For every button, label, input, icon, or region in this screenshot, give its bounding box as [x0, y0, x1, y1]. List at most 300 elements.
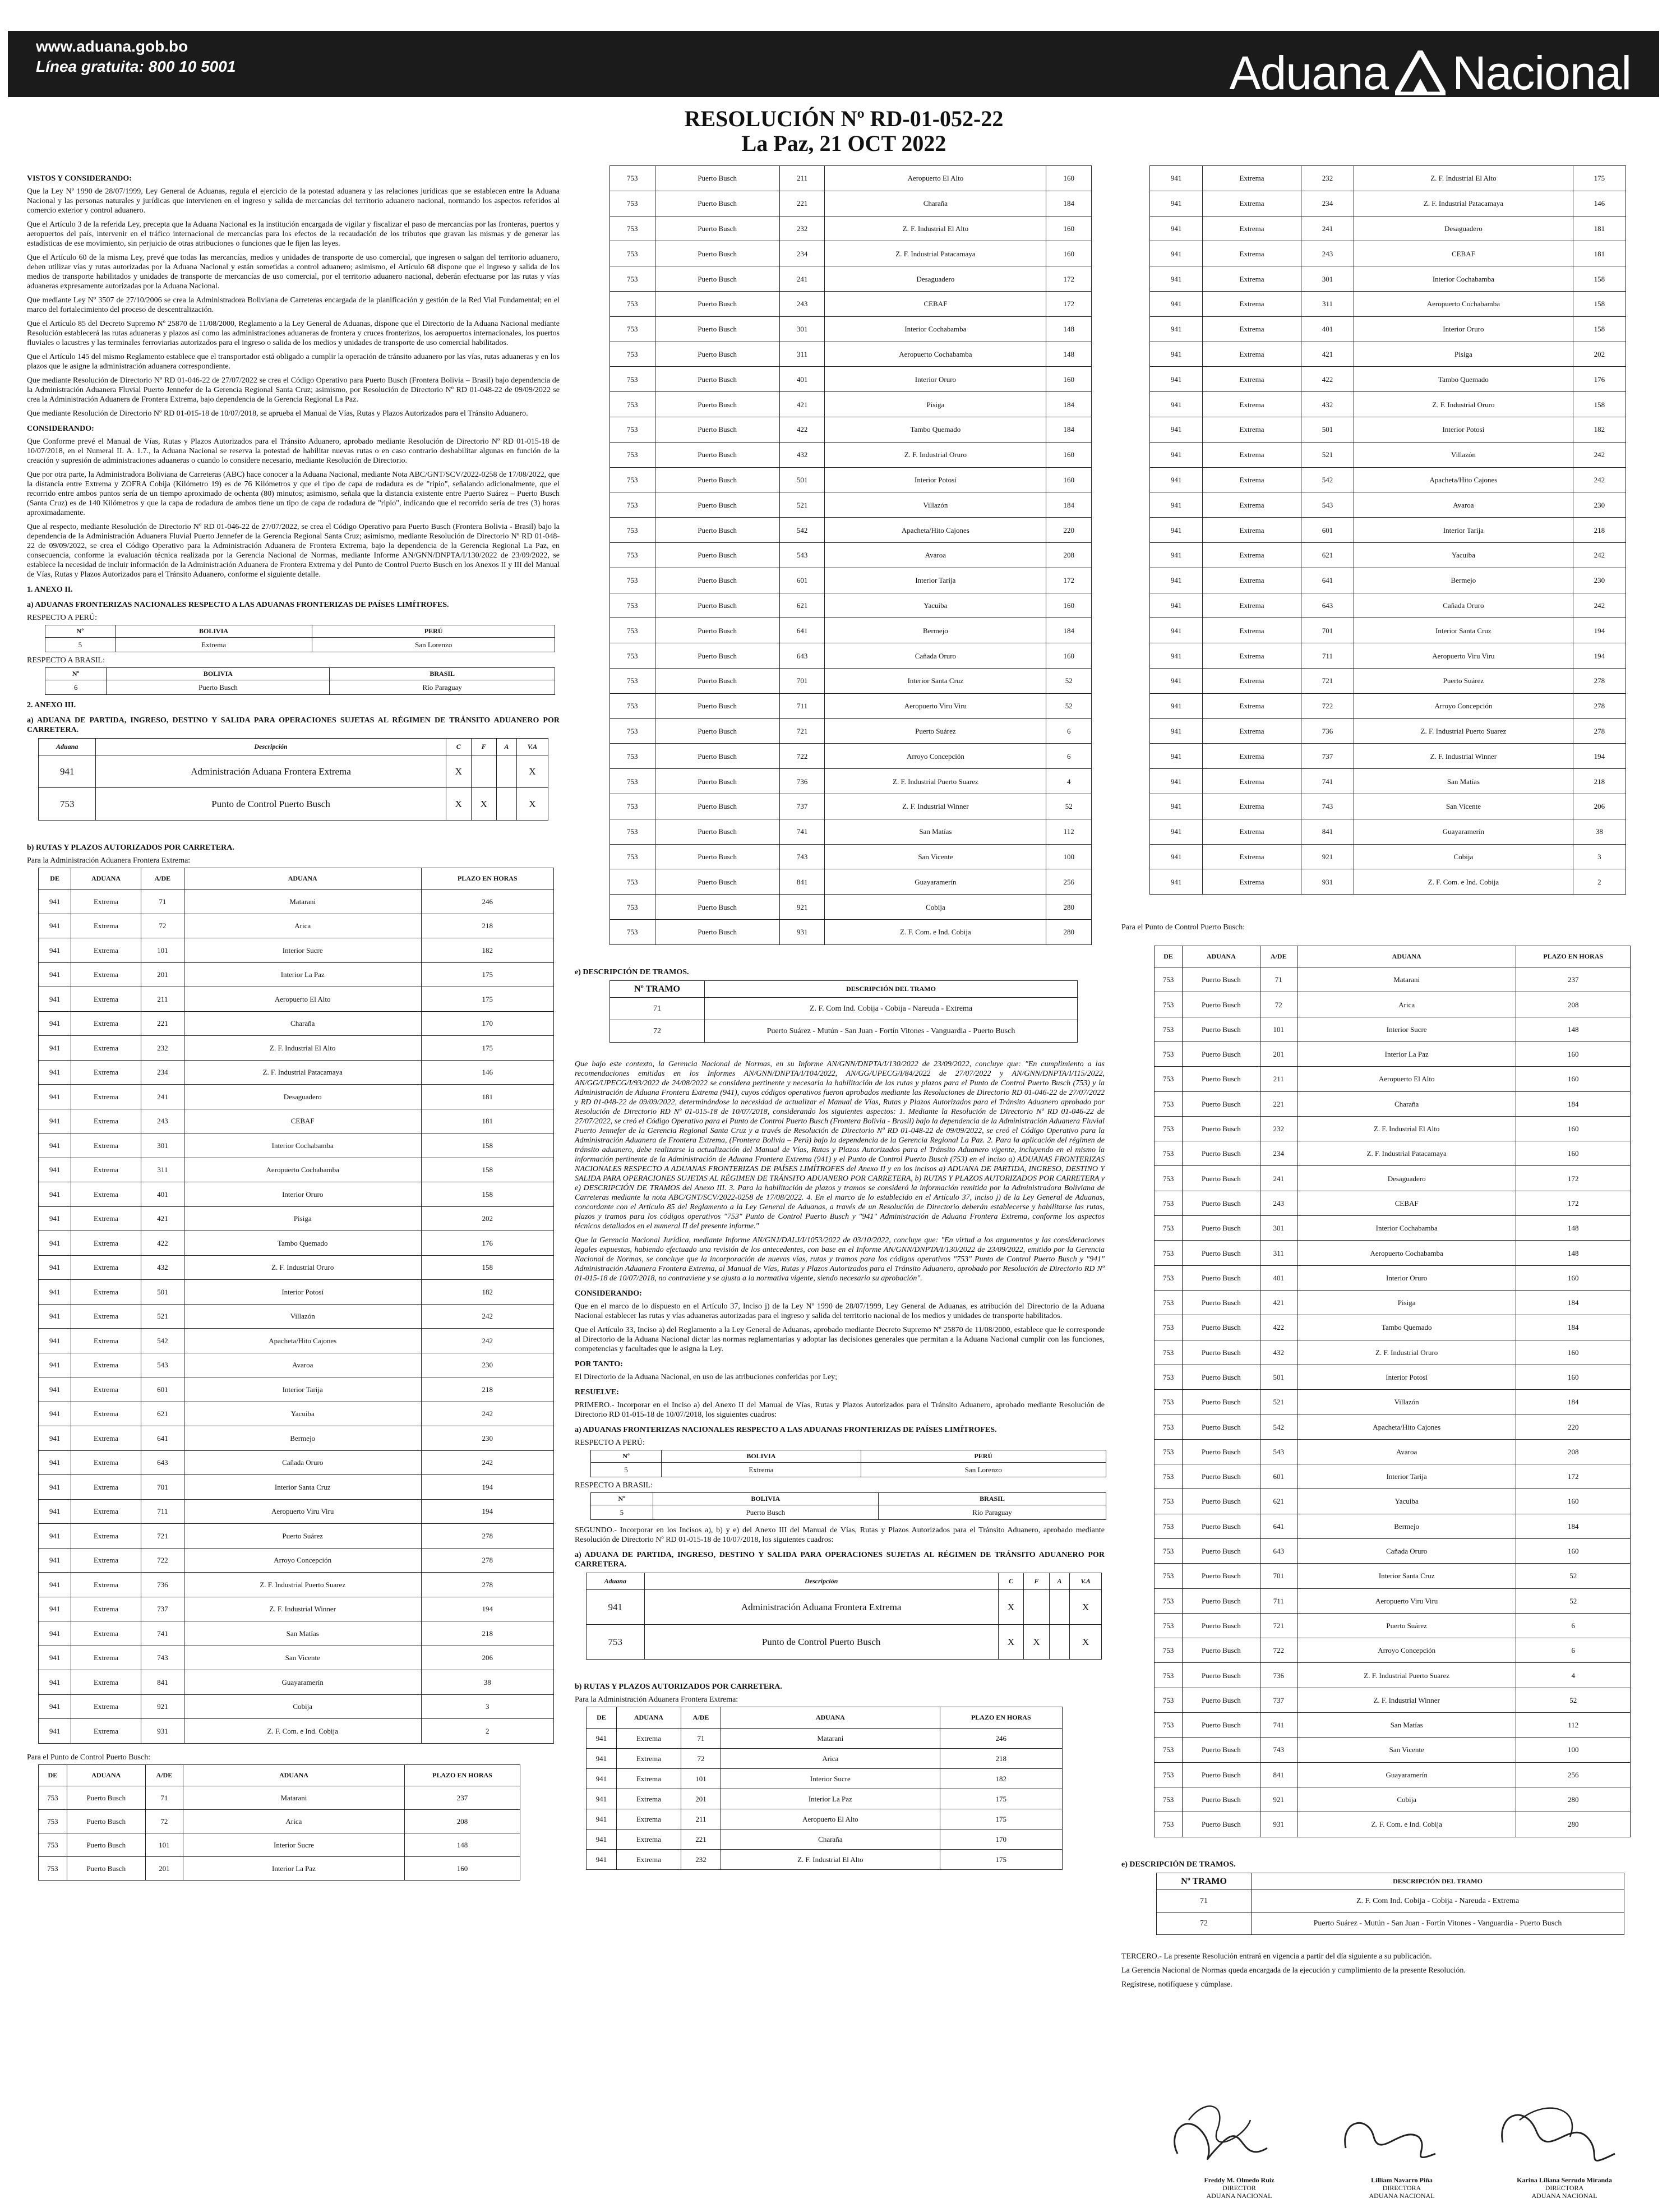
td: Extrema	[1203, 618, 1301, 643]
header-contact	[36, 36, 235, 77]
table-row	[1155, 1340, 1631, 1365]
td: 301	[1260, 1216, 1297, 1241]
table-brasil-2	[590, 1492, 1106, 1520]
paragraph-registrese: Regístrese, notifíquese y cúmplase.	[1121, 1980, 1232, 1989]
td: 112	[1046, 819, 1092, 844]
table-row	[610, 442, 1092, 467]
td: 941	[1150, 542, 1203, 568]
td: 711	[779, 693, 825, 718]
td: Extrema	[1203, 342, 1301, 367]
label-puerto-busch-2: Para el Punto de Control Puerto Busch:	[1121, 923, 1245, 932]
td: 242	[1573, 467, 1626, 492]
table-row	[39, 914, 554, 938]
table-row	[610, 342, 1092, 367]
td: Avaroa	[1354, 492, 1573, 518]
table-row	[587, 1748, 1063, 1768]
td: 941	[1150, 568, 1203, 593]
td: 542	[779, 518, 825, 543]
td: 941	[39, 890, 71, 914]
td: 206	[421, 1646, 553, 1670]
td: Interior Oruro	[184, 1182, 421, 1207]
td: 158	[421, 1133, 553, 1158]
table-row	[1155, 1017, 1631, 1042]
td: Puerto Busch	[655, 568, 779, 593]
td: 753	[610, 241, 655, 266]
td: 941	[39, 755, 96, 788]
td: San Vicente	[184, 1646, 421, 1670]
td: Puerto Busch	[1183, 1762, 1260, 1787]
th: PERÚ	[861, 1450, 1106, 1462]
td: 422	[141, 1231, 184, 1256]
td: Extrema	[71, 1353, 141, 1377]
td: 242	[421, 1402, 553, 1426]
td: Avaroa	[184, 1353, 421, 1377]
td: Puerto Busch	[655, 191, 779, 216]
td: 941	[1150, 392, 1203, 417]
td: 941	[39, 1231, 71, 1256]
label-brasil-2: RESPECTO A BRASIL:	[575, 1481, 653, 1490]
td: 753	[1155, 1340, 1183, 1365]
td: 242	[1573, 542, 1626, 568]
td: 753	[1155, 1315, 1183, 1340]
heading-considerando: CONSIDERANDO:	[27, 425, 94, 433]
td: 931	[1260, 1812, 1297, 1837]
table-aduanas-2	[586, 1573, 1102, 1660]
table-row	[39, 1809, 520, 1833]
table-row	[1155, 1166, 1631, 1191]
td: 432	[1301, 392, 1354, 417]
th: ADUANA	[1183, 946, 1260, 967]
left-paragraphs-2	[27, 437, 560, 579]
td: 941	[39, 1133, 71, 1158]
td: 201	[1260, 1042, 1297, 1067]
td: 753	[610, 518, 655, 543]
td: Puerto Suárez - Mutún - San Juan - Fortín Vitones - Vanguardia - Puerto Busch	[705, 1020, 1078, 1042]
td: Apacheta/Hito Cajones	[825, 518, 1046, 543]
table-peru	[45, 625, 555, 652]
table-row	[1155, 1663, 1631, 1688]
td: Z. F. Com. e Ind. Cobija	[184, 1719, 421, 1744]
td: CEBAF	[1354, 241, 1573, 266]
th: A	[496, 739, 516, 755]
td: 543	[1301, 492, 1354, 518]
td: 737	[141, 1597, 184, 1621]
td: Z. F. Com Ind. Cobija - Cobija - Nareuda - Extrema	[1252, 1890, 1624, 1912]
td: 741	[1260, 1713, 1297, 1738]
td: 741	[141, 1621, 184, 1646]
table-row	[39, 1694, 554, 1719]
table-row	[1150, 518, 1626, 543]
td: 160	[1516, 1042, 1631, 1067]
td: Z. F. Industrial Puerto Suarez	[1354, 718, 1573, 744]
td: Villazón	[184, 1304, 421, 1329]
table-row	[1150, 593, 1626, 618]
td: 941	[39, 1524, 71, 1549]
td: Extrema	[71, 1499, 141, 1524]
td: Administración Aduana Frontera Extrema	[644, 1589, 998, 1624]
td: 234	[141, 1060, 184, 1085]
header-site[interactable]: www.aduana.gob.bo	[36, 38, 188, 55]
td: Puerto Busch	[655, 844, 779, 869]
td: 256	[1516, 1762, 1631, 1787]
td: Cañada Oruro	[825, 643, 1046, 669]
td: X	[446, 755, 471, 788]
td: 736	[1301, 718, 1354, 744]
table-row	[610, 718, 1092, 744]
td: Z. F. Industrial El Alto	[721, 1849, 940, 1869]
table-row	[39, 1060, 554, 1085]
td: 741	[1301, 769, 1354, 794]
td: 753	[1155, 1613, 1183, 1638]
td: Extrema	[71, 1133, 141, 1158]
td: Interior Tarija	[184, 1377, 421, 1402]
td: 3	[421, 1694, 553, 1719]
td: 641	[141, 1426, 184, 1451]
table-rutas-extrema-cont	[1149, 165, 1626, 895]
td: 38	[1573, 819, 1626, 844]
td: 218	[1573, 518, 1626, 543]
table-row	[610, 166, 1092, 191]
td: San Matías	[184, 1621, 421, 1646]
td: Bermejo	[1297, 1514, 1516, 1538]
td: Extrema	[71, 1719, 141, 1744]
td: Extrema	[1203, 166, 1301, 191]
td: 543	[1260, 1439, 1297, 1464]
td: Extrema	[71, 1231, 141, 1256]
td: Puerto Busch	[67, 1856, 145, 1880]
label-puerto-busch: Para el Punto de Control Puerto Busch:	[27, 1753, 151, 1762]
td: 148	[1046, 316, 1092, 342]
td: 643	[779, 643, 825, 669]
td: Cañada Oruro	[184, 1450, 421, 1475]
table-row	[1150, 316, 1626, 342]
th: Nº TRAMO	[1157, 1873, 1252, 1890]
td: Villazón	[825, 492, 1046, 518]
td: 175	[421, 1036, 553, 1061]
td: Extrema	[71, 1621, 141, 1646]
td: 221	[1260, 1091, 1297, 1116]
td: Cobija	[825, 895, 1046, 920]
td: 753	[1155, 1588, 1183, 1613]
td: Z. F. Industrial Oruro	[825, 442, 1046, 467]
td: 841	[779, 869, 825, 895]
td: 722	[779, 744, 825, 769]
td: 941	[1150, 467, 1203, 492]
td: 753	[1155, 1663, 1183, 1688]
table-row	[1150, 668, 1626, 693]
td: 753	[1155, 1762, 1183, 1787]
left-column	[27, 168, 560, 1881]
td: Interior Potosí	[1297, 1365, 1516, 1389]
td: 218	[421, 1377, 553, 1402]
table-row	[587, 1809, 1063, 1829]
td: 941	[39, 1402, 71, 1426]
td: Puerto Busch	[67, 1786, 145, 1809]
th: Descripción	[644, 1573, 998, 1589]
td: 72	[141, 914, 184, 938]
table-row	[1155, 1688, 1631, 1712]
table-row	[1155, 967, 1631, 992]
table-row	[1155, 1713, 1631, 1738]
td: 184	[1516, 1290, 1631, 1315]
table-rutas-puerto-busch-2	[1154, 946, 1631, 1837]
td: Interior Sucre	[183, 1833, 404, 1856]
td: Puerto Busch	[655, 718, 779, 744]
td: X	[446, 788, 471, 821]
table-row	[610, 744, 1092, 769]
td: 230	[1573, 568, 1626, 593]
td: Puerto Busch	[1183, 1017, 1260, 1042]
td: 301	[1301, 266, 1354, 292]
td: 160	[1046, 442, 1092, 467]
td: X	[998, 1624, 1024, 1659]
td: Extrema	[71, 1548, 141, 1573]
table-row	[39, 1450, 554, 1475]
table-row	[1150, 744, 1626, 769]
td: 941	[39, 1621, 71, 1646]
th: V.A	[1070, 1573, 1102, 1589]
td: San Lorenzo	[861, 1462, 1106, 1477]
td: Arica	[1297, 992, 1516, 1017]
td: 841	[1260, 1762, 1297, 1787]
td: 753	[39, 788, 96, 821]
td: Arica	[721, 1748, 940, 1768]
td: 753	[1155, 1091, 1183, 1116]
td: 101	[1260, 1017, 1297, 1042]
td: Puerto Busch	[655, 518, 779, 543]
td: Z. F. Industrial Patacamaya	[1354, 191, 1573, 216]
table-row	[1150, 618, 1626, 643]
td	[471, 755, 496, 788]
td: 172	[1516, 1191, 1631, 1215]
table-row	[587, 1789, 1063, 1809]
left-paragraphs	[27, 187, 560, 418]
td: Extrema	[616, 1829, 681, 1849]
td: 753	[1155, 1017, 1183, 1042]
td: Avaroa	[1297, 1439, 1516, 1464]
td: 71	[145, 1786, 183, 1809]
td: Administración Aduana Frontera Extrema	[96, 755, 446, 788]
table-row	[1155, 1091, 1631, 1116]
td: Extrema	[71, 1573, 141, 1597]
td: 201	[145, 1856, 183, 1880]
td: 71	[1260, 967, 1297, 992]
td: Pisiga	[184, 1206, 421, 1231]
td: Extrema	[1203, 568, 1301, 593]
td: 5	[591, 1462, 662, 1477]
td: 170	[940, 1829, 1062, 1849]
td: Extrema	[1203, 744, 1301, 769]
td: 941	[39, 1597, 71, 1621]
td: 753	[1155, 1042, 1183, 1067]
td: 175	[940, 1789, 1062, 1809]
td: Z. F. Com Ind. Cobija - Cobija - Nareuda - Extrema	[705, 997, 1078, 1020]
td: 234	[1301, 191, 1354, 216]
td: 71	[610, 997, 705, 1020]
td: 278	[421, 1548, 553, 1573]
td: 6	[1516, 1613, 1631, 1638]
td: 421	[1301, 342, 1354, 367]
table-row	[39, 1353, 554, 1377]
td: Aeropuerto Viru Viru	[184, 1499, 421, 1524]
td: 701	[779, 668, 825, 693]
td: 753	[610, 895, 655, 920]
td: 218	[1573, 769, 1626, 794]
td: 753	[610, 769, 655, 794]
td: Puerto Busch	[1183, 1091, 1260, 1116]
resolution-date: La Paz, 21 OCT 2022	[741, 131, 946, 156]
td: Interior La Paz	[721, 1789, 940, 1809]
td: San Vicente	[1297, 1738, 1516, 1762]
td: 246	[940, 1728, 1062, 1748]
td: 931	[779, 919, 825, 944]
paragraph: Que el Artículo 85 del Decreto Supremo Nº 25870 de 11/08/2000, Reglamento a la Ley General de Aduanas, dispone que el Directorio de la Aduana Nacional mediante Resolución establecerá las rutas aduaneras y plazos así como las administraciones aduaneras de frontera y cruces fronterizos, los aeropuertos internacionales, los puertos fluviales o lacustres y las terminales ferroviarias autorizados para el ingreso o salida de los medios y unidades de transporte de uso comercial habilitados.	[27, 320, 560, 347]
td: 501	[141, 1280, 184, 1305]
td: 208	[1516, 992, 1631, 1017]
td: 234	[1260, 1141, 1297, 1166]
td	[1049, 1624, 1069, 1659]
table-row	[39, 1304, 554, 1329]
td: Puerto Busch	[655, 542, 779, 568]
td: Z. F. Industrial Oruro	[1297, 1340, 1516, 1365]
td: 753	[610, 919, 655, 944]
td: 736	[141, 1573, 184, 1597]
td: Extrema	[71, 1524, 141, 1549]
table-row	[1155, 1564, 1631, 1588]
td: Extrema	[1203, 718, 1301, 744]
td: X	[998, 1589, 1024, 1624]
td: Extrema	[71, 890, 141, 914]
td: 736	[1260, 1663, 1297, 1688]
td: 242	[421, 1450, 553, 1475]
td: 232	[1301, 166, 1354, 191]
td: Z. F. Industrial El Alto	[1354, 166, 1573, 191]
th: ADUANA	[184, 868, 421, 890]
td: 711	[141, 1499, 184, 1524]
td: Extrema	[71, 1182, 141, 1207]
td: 941	[1150, 518, 1203, 543]
td: Tambo Quemado	[825, 417, 1046, 442]
td: Puerto Busch	[67, 1833, 145, 1856]
td: 100	[1046, 844, 1092, 869]
td: Desaguadero	[1354, 216, 1573, 241]
td: 941	[39, 1475, 71, 1500]
td: 941	[587, 1789, 617, 1809]
td: 753	[1155, 1514, 1183, 1538]
td: Puerto Busch	[655, 392, 779, 417]
td: Matarani	[1297, 967, 1516, 992]
td: 234	[779, 241, 825, 266]
td: Extrema	[1203, 869, 1301, 895]
td: Puerto Busch	[67, 1809, 145, 1833]
middle-column	[575, 165, 1105, 1870]
table-header-row	[1155, 946, 1631, 967]
table-row	[39, 1426, 554, 1451]
td: Puerto Busch	[1183, 1166, 1260, 1191]
td: 941	[1150, 417, 1203, 442]
td: 753	[610, 542, 655, 568]
td: 148	[1516, 1241, 1631, 1265]
td: 148	[1046, 342, 1092, 367]
table-row	[39, 1621, 554, 1646]
td: Puerto Busch	[655, 744, 779, 769]
paragraph: Que mediante Resolución de Directorio Nº RD 01-046-22 de 27/07/2022 se crea el Código Operativo para Puerto Busch (Frontera Bolivia – Brasil) bajo dependencia de la Administración Aduanera Fluvial Puerto Jennefer de la Gerencia Regional Santa Cruz; asimismo, por Resolución de Directorio Nº RD 01-048-22 de 09/09/2022 se crea la Administración Aduanera de Frontera Extrema, bajo dependencia de la Gerencia Regional La Paz.	[27, 376, 560, 404]
table-row	[610, 618, 1092, 643]
paragraph: Que mediante Resolución de Directorio Nº RD 01-015-18 de 10/07/2018, se aprueba el Manual de Vías, Rutas y Plazos Autorizados para el Tránsito Aduanero.	[27, 409, 528, 418]
td: 52	[1516, 1688, 1631, 1712]
td: 72	[145, 1809, 183, 1833]
td: 421	[779, 392, 825, 417]
td: 201	[681, 1789, 721, 1809]
td: 753	[1155, 1216, 1183, 1241]
td: 941	[39, 914, 71, 938]
td: Puerto Busch	[1183, 1141, 1260, 1166]
table-row	[1155, 1812, 1631, 1837]
td: 941	[1150, 291, 1203, 316]
td: Interior Oruro	[1297, 1265, 1516, 1290]
table-row	[1150, 568, 1626, 593]
paragraph: Que por otra parte, la Administradora Boliviana de Carreteras (ABC) hace conocer a la Aduana Nacional, mediante Nota ABC/GNT/SCV/2022-0258 de 17/08/2022, que la distancia entre Extrema y ZOFRA Cobija (Kilómetro 19) es de 76 Kilómetros y que el tipo de capa de rodadura es de "ripio", señalando adicionalmente, que el recorrido entre ambos puntos sería de un tiempo aproximado de ochenta (80) minutos; asimismo, señala que la distancia existente entre Puerto Suárez – Puerto Busch (Santa Cruz) es de 140 Kilómetros y que la capa de rodadura de ambos tiene un tipo de capa de rodadura de "ripio", indicando que el recorrido sería de tres (3) horas aproximadamente.	[27, 471, 560, 517]
td: Guayaramerín	[184, 1670, 421, 1695]
td: 221	[779, 191, 825, 216]
td: Puerto Busch	[655, 668, 779, 693]
th: Nº	[45, 625, 116, 638]
th: ADUANA	[71, 868, 141, 890]
td: 501	[1301, 417, 1354, 442]
td: 160	[1516, 1538, 1631, 1563]
th: ADUANA	[616, 1707, 681, 1728]
table-row	[39, 1524, 554, 1549]
heading-anexo-iii-b: b) RUTAS Y PLAZOS AUTORIZADOS POR CARRETERA.	[27, 844, 234, 852]
right-column	[1121, 165, 1651, 1994]
td: 941	[587, 1849, 617, 1869]
table-row	[610, 668, 1092, 693]
td: 753	[1155, 967, 1183, 992]
td: Puerto Busch	[1183, 1489, 1260, 1514]
td: Interior Sucre	[184, 938, 421, 963]
td: 175	[1573, 166, 1626, 191]
td: Puerto Busch	[1183, 1067, 1260, 1091]
td: Tambo Quemado	[1297, 1315, 1516, 1340]
td: 941	[39, 1085, 71, 1109]
td: 941	[39, 1206, 71, 1231]
td: 941	[39, 1255, 71, 1280]
td: Puerto Busch	[655, 216, 779, 241]
heading-considerando-2: CONSIDERANDO:	[575, 1289, 642, 1298]
heading-anexo-ii-a: a) ADUANAS FRONTERIZAS NACIONALES RESPECTO A LAS ADUANAS FRONTERIZAS DE PAÍSES LIMÍTROFES.	[27, 601, 449, 609]
th: DE	[39, 1764, 67, 1786]
td: 941	[587, 1809, 617, 1829]
td: 241	[1301, 216, 1354, 241]
table-row	[1155, 1241, 1631, 1265]
td: 421	[141, 1206, 184, 1231]
td: Arroyo Concepción	[184, 1548, 421, 1573]
td: 184	[1516, 1390, 1631, 1414]
td: 242	[1573, 593, 1626, 618]
td: 38	[421, 1670, 553, 1695]
th: A	[1049, 1573, 1069, 1589]
td: Río Paraguay	[330, 680, 555, 695]
th: A/DE	[141, 868, 184, 890]
td: 401	[141, 1182, 184, 1207]
td: X	[1070, 1624, 1102, 1659]
table-row	[1155, 1042, 1631, 1067]
td: 220	[1516, 1414, 1631, 1439]
td: 71	[1157, 1890, 1252, 1912]
td: Arroyo Concepción	[1354, 693, 1573, 718]
signature-2	[1329, 2176, 1475, 2200]
td: Extrema	[71, 1670, 141, 1695]
